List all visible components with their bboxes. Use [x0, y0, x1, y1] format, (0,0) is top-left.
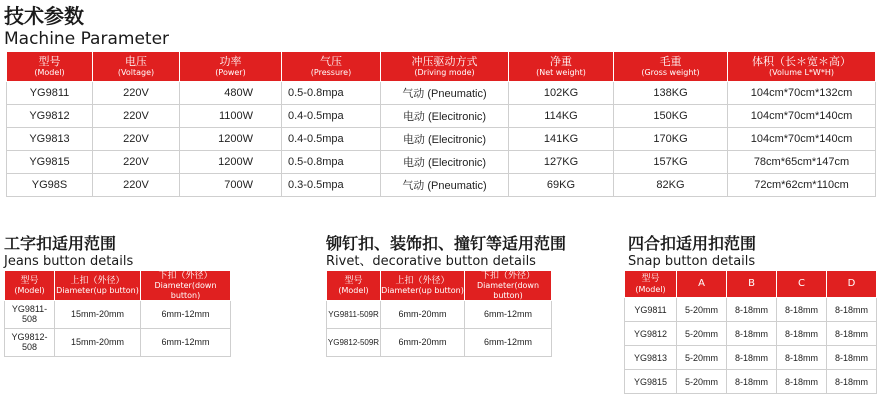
cell-d: 8-18mm	[827, 298, 877, 322]
snap-title-en: Snap button details	[628, 254, 756, 269]
table-row	[625, 346, 877, 370]
cell-gross-weight: 170KG	[614, 128, 728, 151]
cell-d: 8-18mm	[827, 322, 877, 346]
header-gross-weight: 毛重 (Gross weight)	[614, 52, 728, 82]
cell-voltage: 220V	[93, 174, 180, 197]
machine-parameter-title-cn: 技术参数	[4, 4, 84, 28]
cell-model: YG9813	[625, 346, 677, 370]
cell-model: YG9811-508	[5, 300, 55, 328]
cell-b: 8-18mm	[727, 298, 777, 322]
cell-gross-weight: 150KG	[614, 105, 728, 128]
cell-b: 8-18mm	[727, 322, 777, 346]
cell-model: YG9815	[7, 151, 93, 174]
cell-down-diameter: 6mm-12mm	[141, 300, 231, 328]
cell-up-diameter: 15mm-20mm	[55, 328, 141, 356]
cell-net-weight: 141KG	[509, 128, 614, 151]
jeans-header-down: 下扣（外径） Diameter(down button)	[141, 271, 231, 301]
cell-model: YG9813	[7, 128, 93, 151]
header-power: 功率 (Power)	[180, 52, 282, 82]
snap-header-row	[625, 271, 877, 298]
jeans-header-model: 型号 (Model)	[5, 271, 55, 301]
cell-model: YG9815	[625, 370, 677, 394]
cell-voltage: 220V	[93, 105, 180, 128]
cell-model: YG9812-508	[5, 328, 55, 356]
rivet-title-cn: 铆钉扣、装饰扣、撞钉等适用范围	[326, 234, 567, 253]
cell-model: YG9811	[625, 298, 677, 322]
cell-down-diameter: 6mm-12mm	[465, 300, 552, 328]
cell-a: 5-20mm	[677, 346, 727, 370]
cell-voltage: 220V	[93, 82, 180, 105]
header-net-weight: 净重 (Net weight)	[509, 52, 614, 82]
cell-up-diameter: 6mm-20mm	[381, 328, 465, 356]
header-voltage: 电压 (Voltage)	[93, 52, 180, 82]
table-row	[625, 298, 877, 322]
snap-header-model: 型号 (Model)	[625, 271, 677, 298]
cell-net-weight: 127KG	[509, 151, 614, 174]
snap-title-cn: 四合扣适用扣范围	[628, 234, 757, 253]
machine-parameter-header-row	[7, 52, 876, 82]
cell-gross-weight: 138KG	[614, 82, 728, 105]
cell-a: 5-20mm	[677, 298, 727, 322]
header-volume: 体积（长＊宽＊高） (Volume L*W*H)	[728, 52, 876, 82]
header-driving-mode: 冲压驱动方式 (Driving mode)	[381, 52, 509, 82]
cell-model: YG9812	[7, 105, 93, 128]
cell-volume: 104cm*70cm*140cm	[728, 128, 876, 151]
cell-pressure: 0.3-0.5mpa	[282, 174, 381, 197]
jeans-header-up: 上扣（外径） Diameter(up button)	[55, 271, 141, 301]
cell-net-weight: 69KG	[509, 174, 614, 197]
cell-net-weight: 114KG	[509, 105, 614, 128]
table-row	[625, 370, 877, 394]
table-row	[327, 300, 552, 328]
cell-pressure: 0.4-0.5mpa	[282, 105, 381, 128]
cell-model: YG9812-509R	[327, 328, 381, 356]
cell-gross-weight: 157KG	[614, 151, 728, 174]
cell-b: 8-18mm	[727, 346, 777, 370]
cell-d: 8-18mm	[827, 370, 877, 394]
cell-up-diameter: 15mm-20mm	[55, 300, 141, 328]
cell-volume: 78cm*65cm*147cm	[728, 151, 876, 174]
cell-power: 1100W	[180, 105, 282, 128]
table-row	[5, 328, 231, 356]
table-row	[625, 322, 877, 346]
cell-volume: 72cm*62cm*110cm	[728, 174, 876, 197]
cell-driving-mode: 气动 (Pneumatic)	[381, 82, 509, 105]
table-row	[7, 105, 876, 128]
table-row	[7, 128, 876, 151]
header-pressure: 气压 (Pressure)	[282, 52, 381, 82]
cell-d: 8-18mm	[827, 346, 877, 370]
cell-power: 480W	[180, 82, 282, 105]
cell-driving-mode: 电动 (Elecitronic)	[381, 151, 509, 174]
rivet-header-row	[327, 271, 552, 301]
snap-header-c: C	[777, 271, 827, 298]
cell-b: 8-18mm	[727, 370, 777, 394]
cell-down-diameter: 6mm-12mm	[465, 328, 552, 356]
table-row	[7, 82, 876, 105]
snap-header-d: D	[827, 271, 877, 298]
cell-voltage: 220V	[93, 151, 180, 174]
rivet-header-model: 型号 (Model)	[327, 271, 381, 301]
rivet-header-down: 下扣（外径） Diameter(down button)	[465, 271, 552, 301]
cell-up-diameter: 6mm-20mm	[381, 300, 465, 328]
rivet-title-en: Rivet、decorative button details	[326, 254, 536, 269]
cell-volume: 104cm*70cm*140cm	[728, 105, 876, 128]
snap-header-a: A	[677, 271, 727, 298]
cell-pressure: 0.5-0.8mpa	[282, 82, 381, 105]
jeans-title-en: Jeans button details	[4, 254, 134, 269]
cell-a: 5-20mm	[677, 370, 727, 394]
jeans-title-cn: 工字扣适用范围	[4, 234, 117, 253]
cell-driving-mode: 电动 (Elecitronic)	[381, 105, 509, 128]
cell-model: YG9811-509R	[327, 300, 381, 328]
cell-model: YG98S	[7, 174, 93, 197]
cell-power: 700W	[180, 174, 282, 197]
rivet-table	[326, 270, 552, 357]
cell-power: 1200W	[180, 151, 282, 174]
snap-header-b: B	[727, 271, 777, 298]
cell-driving-mode: 气动 (Pneumatic)	[381, 174, 509, 197]
cell-model: YG9812	[625, 322, 677, 346]
table-row	[5, 300, 231, 328]
cell-voltage: 220V	[93, 128, 180, 151]
cell-model: YG9811	[7, 82, 93, 105]
cell-c: 8-18mm	[777, 298, 827, 322]
cell-a: 5-20mm	[677, 322, 727, 346]
cell-c: 8-18mm	[777, 370, 827, 394]
cell-c: 8-18mm	[777, 346, 827, 370]
machine-parameter-title-en: Machine Parameter	[4, 29, 170, 49]
table-row	[7, 151, 876, 174]
jeans-header-row	[5, 271, 231, 301]
cell-driving-mode: 电动 (Elecitronic)	[381, 128, 509, 151]
cell-power: 1200W	[180, 128, 282, 151]
machine-parameter-table	[6, 51, 876, 197]
rivet-header-up: 上扣（外径） Diameter(up button)	[381, 271, 465, 301]
snap-table	[624, 270, 877, 394]
header-model: 型号 (Model)	[7, 52, 93, 82]
cell-net-weight: 102KG	[509, 82, 614, 105]
table-row	[327, 328, 552, 356]
cell-c: 8-18mm	[777, 322, 827, 346]
cell-gross-weight: 82KG	[614, 174, 728, 197]
cell-pressure: 0.5-0.8mpa	[282, 151, 381, 174]
jeans-table	[4, 270, 231, 357]
cell-volume: 104cm*70cm*132cm	[728, 82, 876, 105]
cell-pressure: 0.4-0.5mpa	[282, 128, 381, 151]
cell-down-diameter: 6mm-12mm	[141, 328, 231, 356]
table-row	[7, 174, 876, 197]
